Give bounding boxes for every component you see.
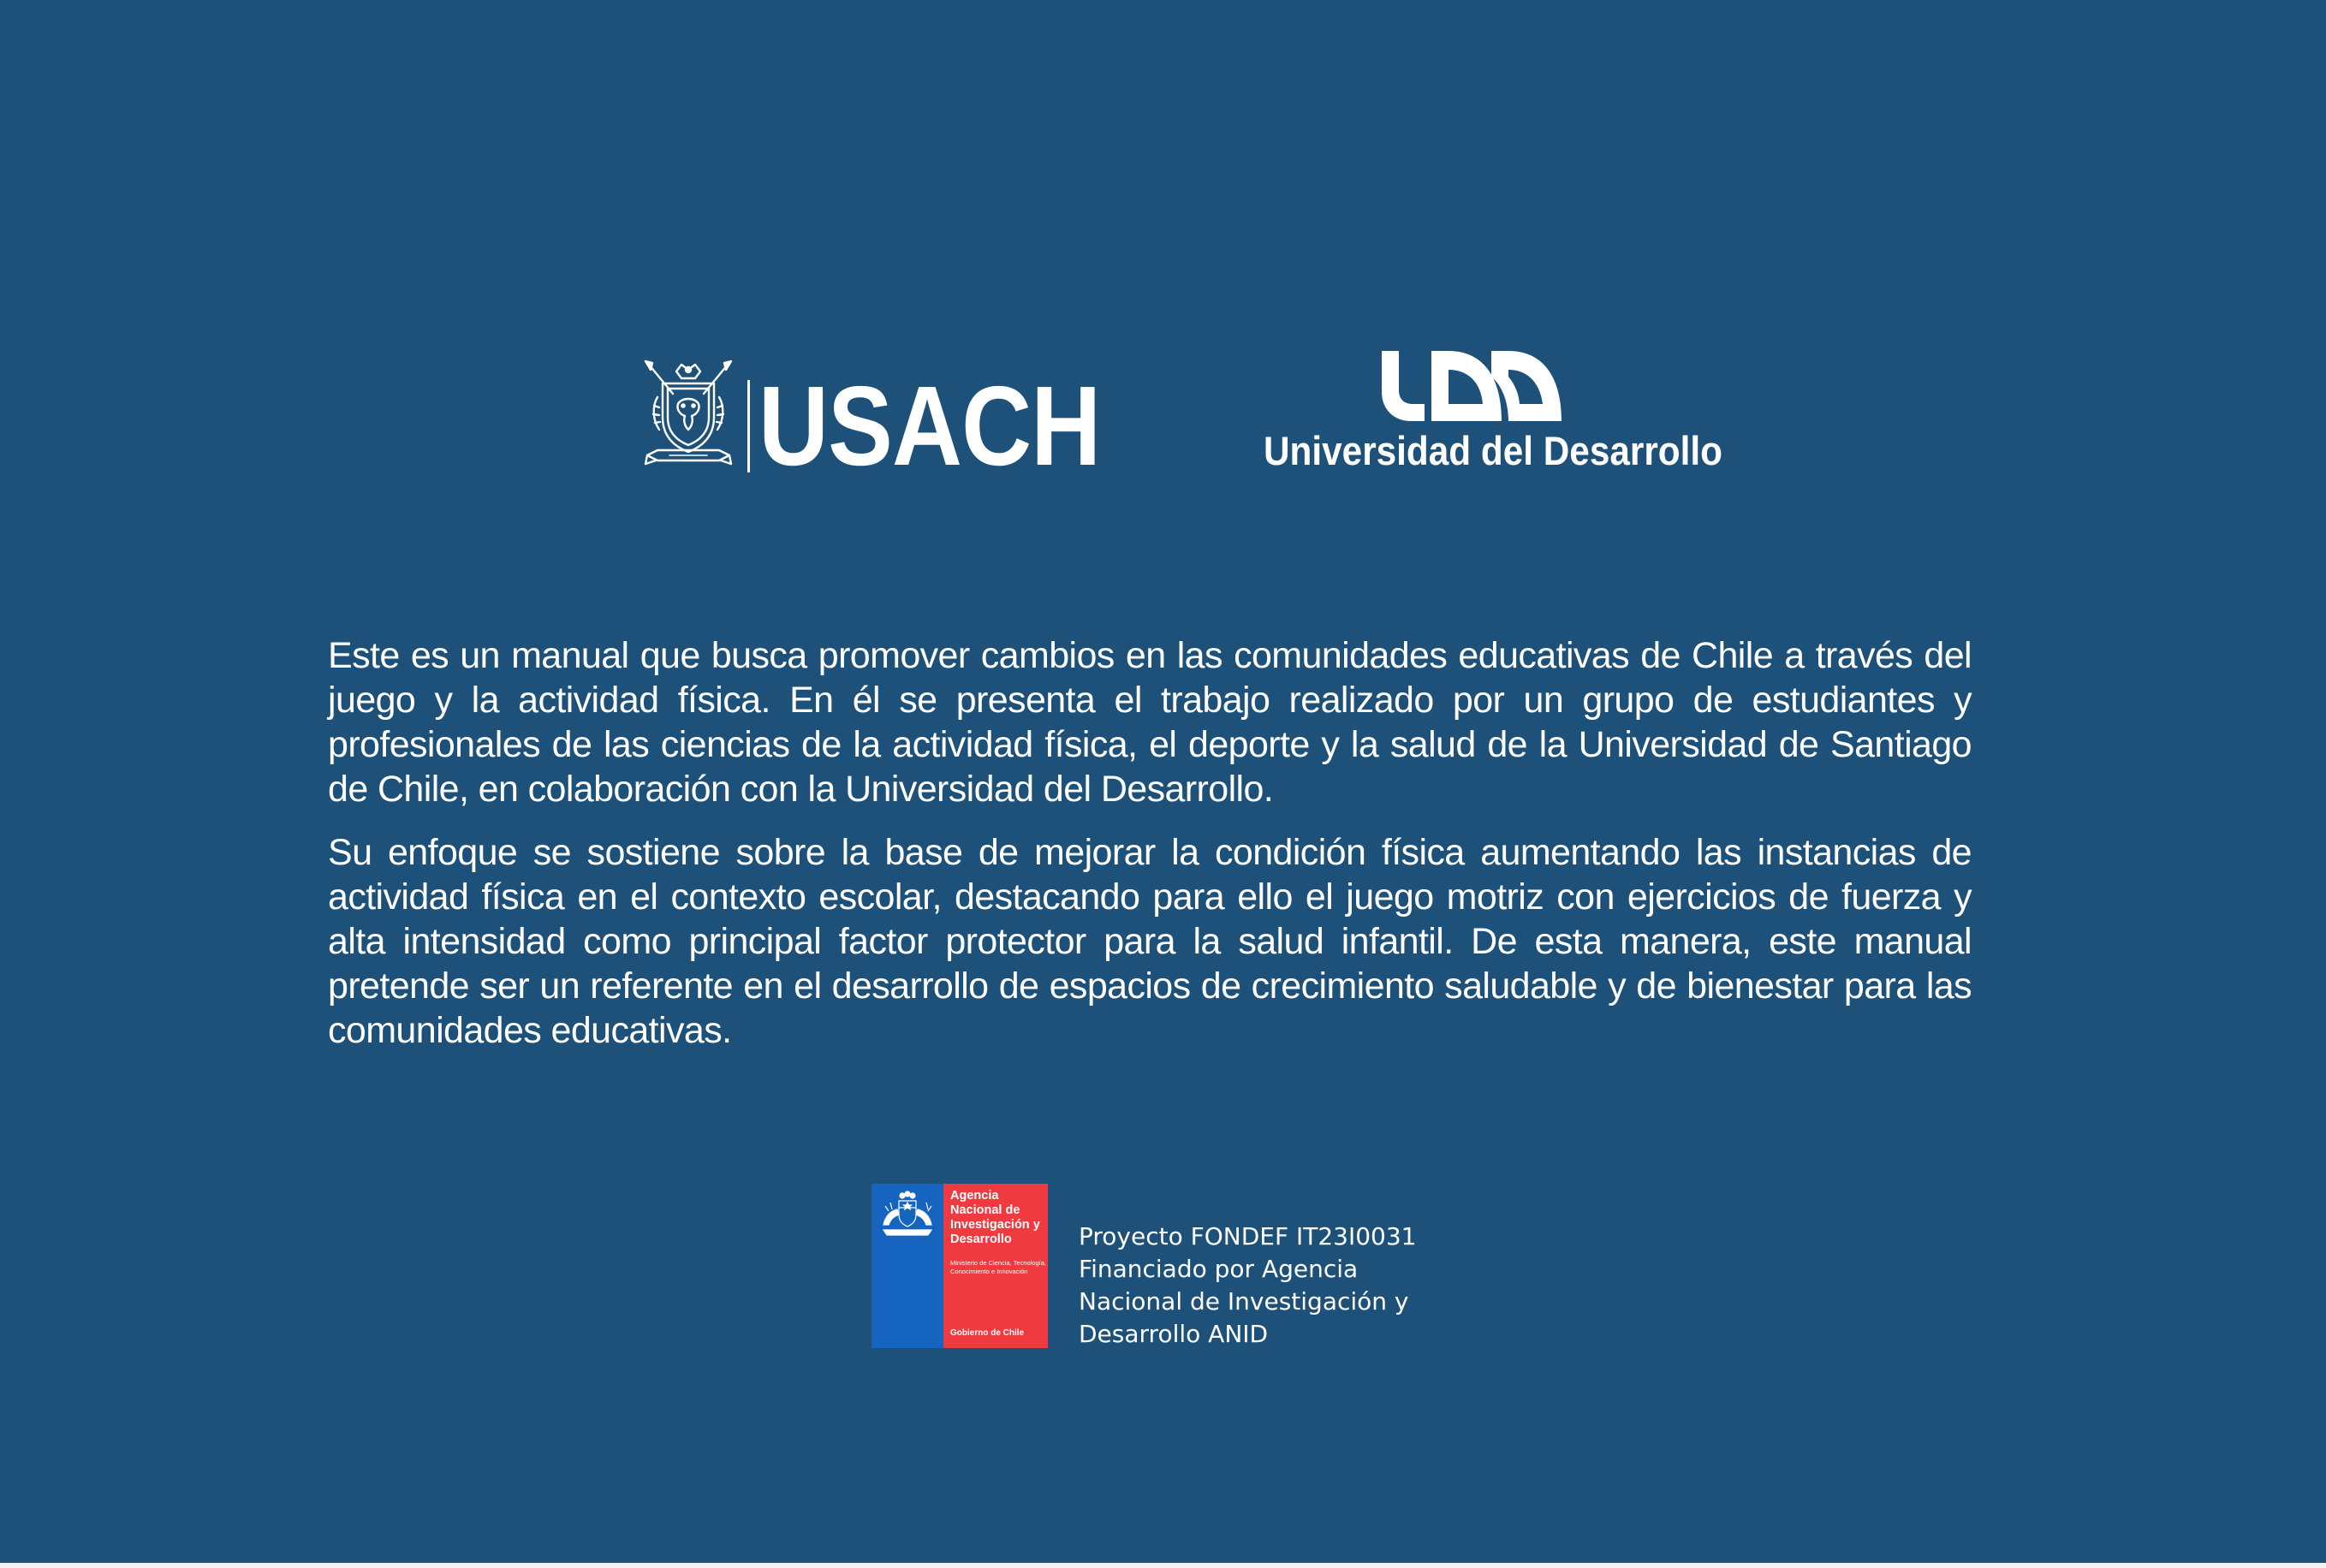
description-paragraph: Este es un manual que busca promover cambios en las comunidades educativas de Chile a través del juego y la actividad física. En él se presenta el trabajo realizado por un grupo de estudiantes y profesionales de las ciencias de la actividad física, el deporte y la salud de la Universidad de Santiago de Chile, en colaboración con la Universidad del Desarrollo.: [328, 635, 1972, 810]
page-bottom-edge: [0, 1563, 2326, 1568]
description-paragraph: Su enfoque se sostiene sobre la base de mejorar la condición física aumentando las instancias de actividad física en el contexto escolar, destacando para ello el juego motriz con ejercicios de fuerza y alta intensidad como principal factor protector para la salud infantil. De esta manera, este manual pretende ser un referente en el desarrollo de espacios de crecimiento saludable y de bienestar para las comunidades educativas.: [328, 832, 1972, 1051]
usach-crest-icon: [644, 359, 733, 472]
udd-wordmark: Universidad del Desarrollo: [1264, 428, 1722, 473]
funding-note: [1079, 1221, 1481, 1351]
anid-logo: [872, 1184, 1048, 1348]
anid-agency-name: Agencia Nacional de Investigación y Desarrollo: [950, 1189, 1040, 1246]
udd-monogram-icon: [1377, 349, 1565, 423]
anid-government-label: Gobierno de Chile: [950, 1328, 1025, 1338]
usach-divider: [747, 380, 750, 472]
chile-coat-of-arms-icon: [878, 1191, 937, 1238]
description-text: [328, 633, 1972, 1072]
funding-line: Desarrollo ANID: [1079, 1320, 1269, 1348]
udd-logo: [1241, 349, 1722, 478]
usach-logo: [644, 359, 1101, 489]
funding-line: Financiado por Agencia: [1079, 1255, 1359, 1283]
anid-ministry-name: Ministerio de Ciencia, Tecnología, Conocimiento e Innovación: [950, 1259, 1047, 1275]
funding-line: Proyecto FONDEF IT23I0031: [1079, 1222, 1417, 1250]
usach-wordmark: USACH: [758, 363, 1101, 489]
funding-line: Nacional de Investigación y: [1079, 1287, 1409, 1316]
